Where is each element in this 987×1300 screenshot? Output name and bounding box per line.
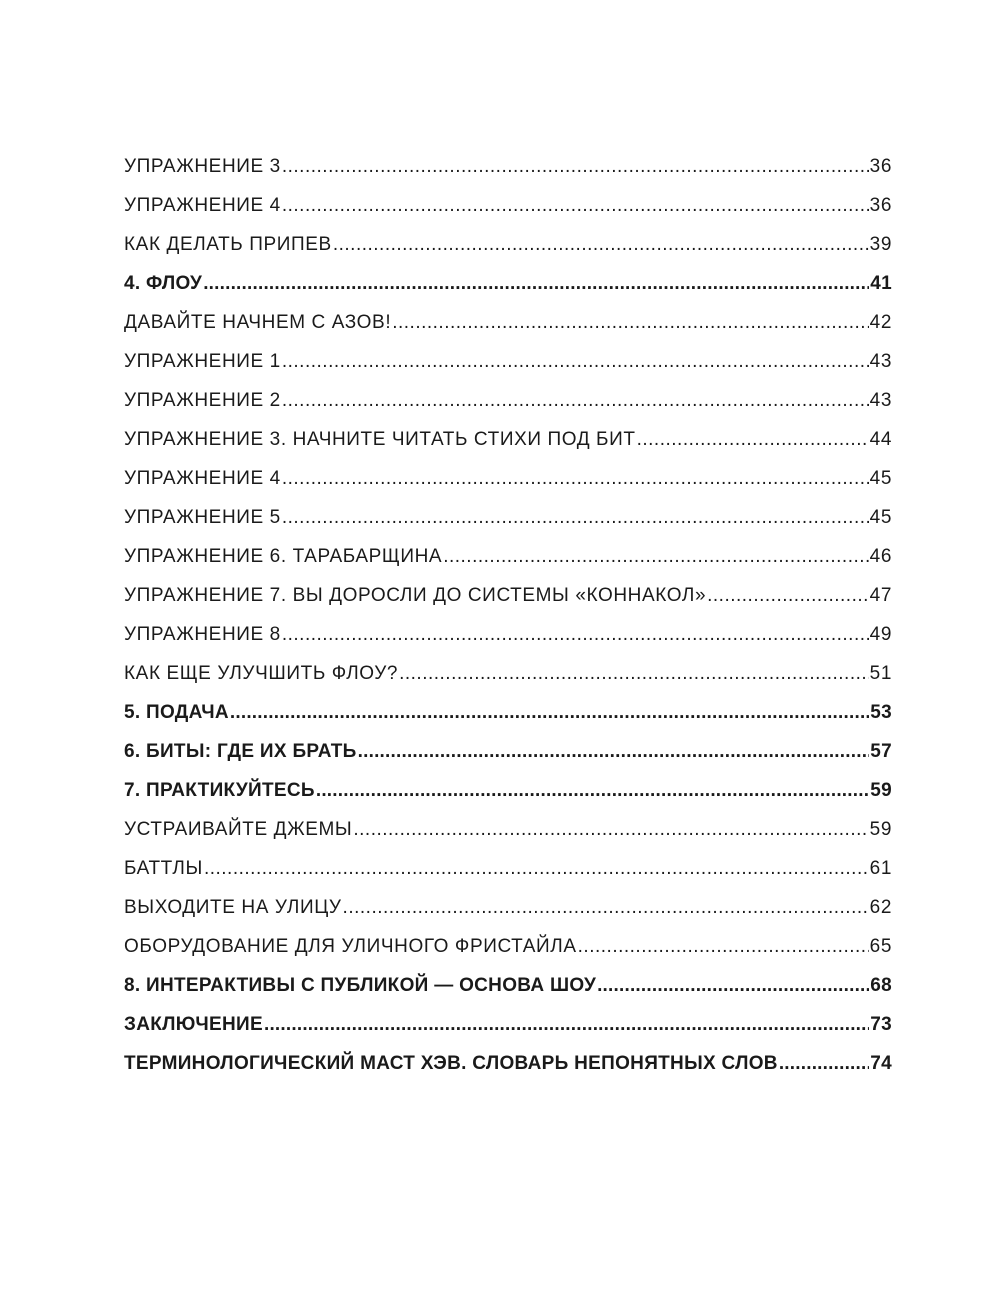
- toc-chapter-entry: [124, 774, 892, 813]
- toc-page-number: 68: [870, 975, 892, 996]
- toc-entry: [124, 384, 892, 423]
- toc-dot-leader: [282, 462, 869, 496]
- toc-entry-title: УПРАЖНЕНИЕ 5: [124, 507, 281, 528]
- toc-entry-title: УПРАЖНЕНИЕ 3. НАЧНИТЕ ЧИТАТЬ СТИХИ ПОД БИТ: [124, 429, 636, 450]
- toc-entry-title: ВЫХОДИТЕ НА УЛИЦУ: [124, 897, 342, 918]
- toc-page-number: 43: [869, 351, 892, 372]
- toc-dot-leader: [204, 852, 869, 886]
- toc-dot-leader: [779, 1047, 869, 1081]
- toc-dot-leader: [637, 423, 869, 457]
- toc-entry-title: УПРАЖНЕНИЕ 4: [124, 468, 281, 489]
- toc-dot-leader: [597, 969, 869, 1003]
- toc-chapter-entry: [124, 735, 892, 774]
- toc-dot-leader: [707, 579, 869, 613]
- table-of-contents: [124, 150, 892, 1086]
- toc-page-number: 44: [869, 429, 892, 450]
- toc-dot-leader: [282, 345, 869, 379]
- toc-dot-leader: [392, 306, 868, 340]
- toc-entry-title: УСТРАИВАЙТЕ ДЖЕМЫ: [124, 819, 353, 840]
- toc-entry-title: ТЕРМИНОЛОГИЧЕСКИЙ МАСТ ХЭВ. СЛОВАРЬ НЕПОНЯТНЫХ СЛОВ: [124, 1053, 778, 1074]
- toc-page-number: 43: [869, 390, 892, 411]
- toc-entry: [124, 657, 892, 696]
- toc-dot-leader: [282, 618, 869, 652]
- toc-entry: [124, 852, 892, 891]
- toc-entry-title: 6. БИТЫ: ГДЕ ИХ БРАТЬ: [124, 741, 357, 762]
- toc-page-number: 49: [869, 624, 892, 645]
- toc-dot-leader: [282, 501, 869, 535]
- toc-entry-title: УПРАЖНЕНИЕ 6. ТАРАБАРЩИНА: [124, 546, 443, 567]
- toc-entry-title: ЗАКЛЮЧЕНИЕ: [124, 1014, 263, 1035]
- toc-page-number: 45: [869, 468, 892, 489]
- toc-chapter-entry: [124, 696, 892, 735]
- toc-chapter-entry: [124, 1008, 892, 1047]
- toc-dot-leader: [578, 930, 869, 964]
- toc-entry-title: КАК ДЕЛАТЬ ПРИПЕВ: [124, 234, 332, 255]
- toc-entry: [124, 306, 892, 345]
- toc-page-number: 36: [869, 195, 892, 216]
- toc-page-number: 59: [870, 780, 892, 801]
- toc-entry: [124, 501, 892, 540]
- toc-entry-title: УПРАЖНЕНИЕ 7. ВЫ ДОРОСЛИ ДО СИСТЕМЫ «КОННАКОЛ»: [124, 585, 707, 606]
- toc-page-number: 73: [870, 1014, 892, 1035]
- toc-page-number: 62: [869, 897, 892, 918]
- toc-dot-leader: [282, 150, 869, 184]
- toc-page-number: 59: [869, 819, 892, 840]
- toc-page-number: 42: [869, 312, 892, 333]
- toc-dot-leader: [358, 735, 870, 769]
- toc-entry-title: 5. ПОДАЧА: [124, 702, 229, 723]
- toc-page-number: 47: [869, 585, 892, 606]
- toc-page-number: 74: [870, 1053, 892, 1074]
- toc-page-number: 45: [869, 507, 892, 528]
- toc-entry-title: 4. ФЛОУ: [124, 273, 203, 294]
- toc-page-number: 39: [869, 234, 892, 255]
- toc-entry-title: БАТТЛЫ: [124, 858, 203, 879]
- toc-page-number: 51: [869, 663, 892, 684]
- toc-page-number: 65: [869, 936, 892, 957]
- toc-entry-title: УПРАЖНЕНИЕ 3: [124, 156, 281, 177]
- toc-page-number: 36: [869, 156, 892, 177]
- toc-chapter-entry: [124, 969, 892, 1008]
- toc-dot-leader: [399, 657, 869, 691]
- toc-dot-leader: [316, 774, 869, 808]
- toc-entry: [124, 228, 892, 267]
- toc-page-number: 61: [869, 858, 892, 879]
- toc-entry: [124, 891, 892, 930]
- toc-page-number: 41: [870, 273, 892, 294]
- toc-entry: [124, 189, 892, 228]
- toc-entry: [124, 618, 892, 657]
- toc-entry-title: УПРАЖНЕНИЕ 8: [124, 624, 281, 645]
- toc-chapter-entry: [124, 1047, 892, 1086]
- toc-dot-leader: [230, 696, 869, 730]
- toc-page-number: 53: [870, 702, 892, 723]
- toc-dot-leader: [282, 189, 869, 223]
- toc-entry-title: УПРАЖНЕНИЕ 1: [124, 351, 281, 372]
- toc-dot-leader: [353, 813, 868, 847]
- toc-entry: [124, 813, 892, 852]
- toc-chapter-entry: [124, 267, 892, 306]
- toc-entry: [124, 540, 892, 579]
- toc-entry-title: ОБОРУДОВАНИЕ ДЛЯ УЛИЧНОГО ФРИСТАЙЛА: [124, 936, 577, 957]
- toc-entry: [124, 462, 892, 501]
- toc-entry: [124, 579, 892, 618]
- toc-page-number: 46: [869, 546, 892, 567]
- toc-entry-title: УПРАЖНЕНИЕ 4: [124, 195, 281, 216]
- toc-dot-leader: [203, 267, 869, 301]
- toc-entry: [124, 423, 892, 462]
- toc-entry-title: ДАВАЙТЕ НАЧНЕМ С АЗОВ!: [124, 312, 392, 333]
- toc-entry-title: 8. ИНТЕРАКТИВЫ С ПУБЛИКОЙ — ОСНОВА ШОУ: [124, 975, 597, 996]
- toc-entry: [124, 345, 892, 384]
- toc-dot-leader: [333, 228, 869, 262]
- toc-page-number: 57: [870, 741, 892, 762]
- toc-entry-title: УПРАЖНЕНИЕ 2: [124, 390, 281, 411]
- toc-dot-leader: [443, 540, 868, 574]
- toc-entry: [124, 150, 892, 189]
- toc-dot-leader: [264, 1008, 869, 1042]
- toc-entry-title: 7. ПРАКТИКУЙТЕСЬ: [124, 780, 315, 801]
- toc-entry-title: КАК ЕЩЕ УЛУЧШИТЬ ФЛОУ?: [124, 663, 399, 684]
- toc-entry: [124, 930, 892, 969]
- toc-dot-leader: [282, 384, 869, 418]
- toc-dot-leader: [343, 891, 869, 925]
